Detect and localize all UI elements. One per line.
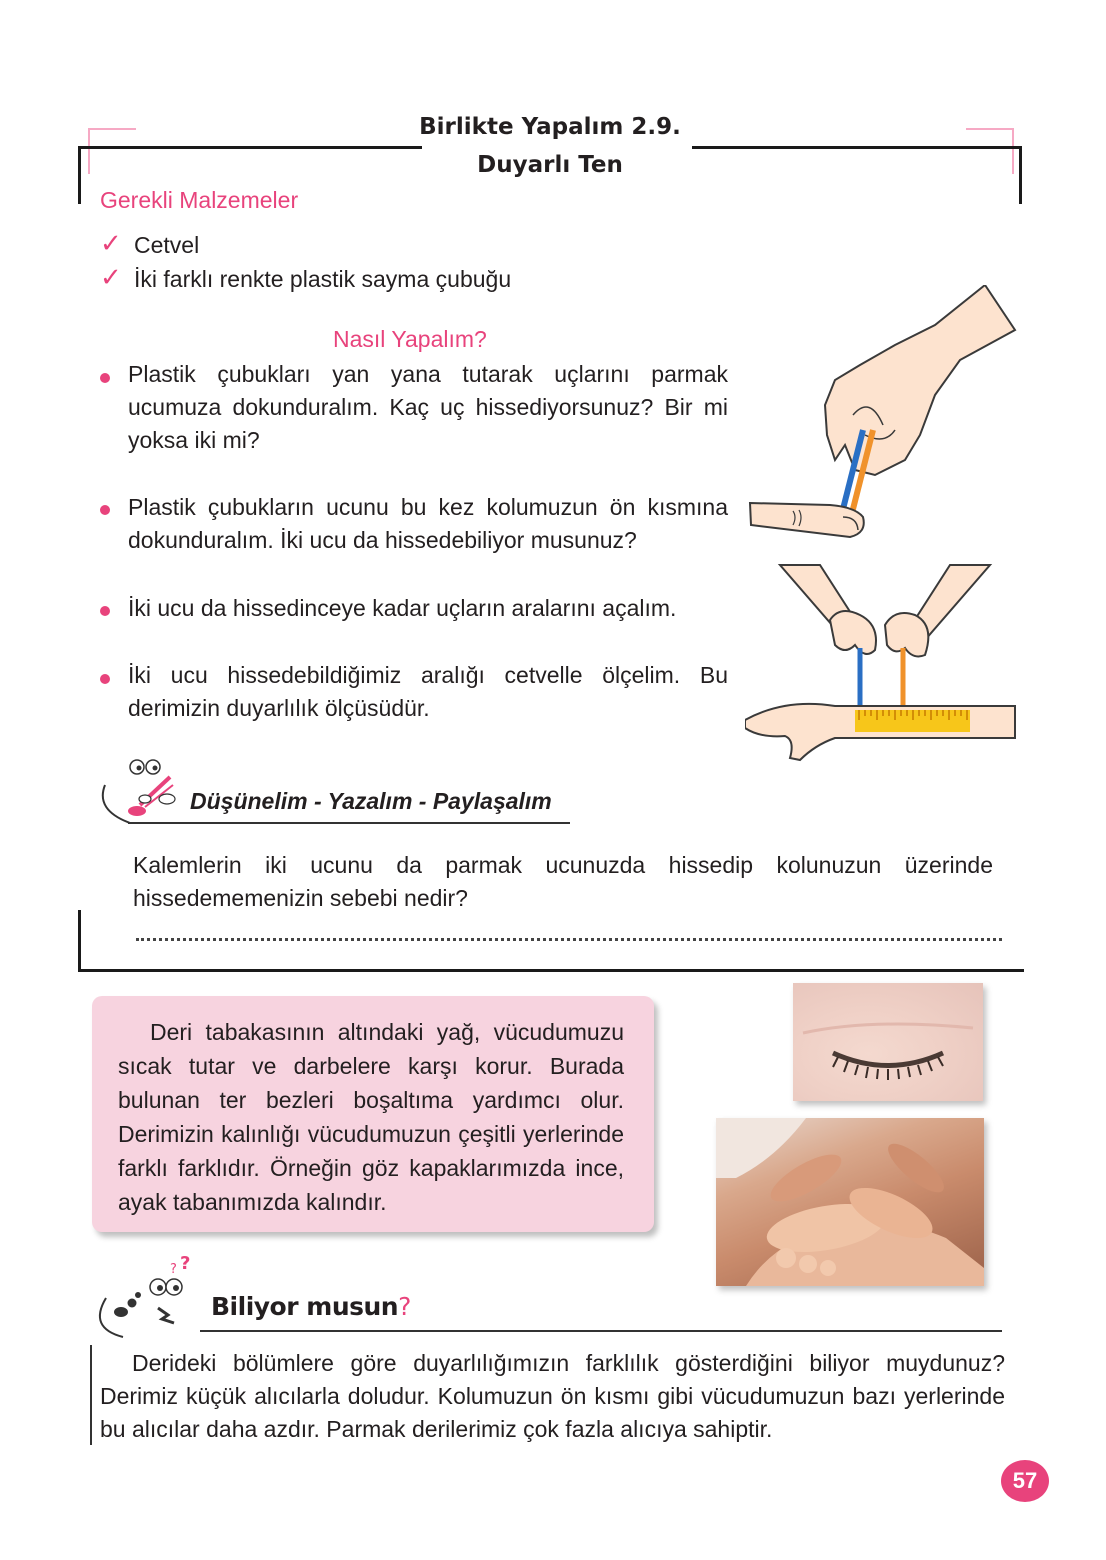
procedure-step: Plastik çubukların ucunu bu kez kolumuzun ön kısmına dokunduralım. İki ucu da hissedebiliyor musunuz? [128, 494, 728, 553]
thinking-mascot-icon [95, 755, 190, 825]
check-icon: ✓ [100, 228, 122, 258]
thinking-question: Kalemlerin iki ucunu da parmak ucunuzda hissedip kolunuzun üzerinde hissedememenizin sebebi nedir? [133, 852, 993, 911]
did-you-know-underline [200, 1330, 1002, 1332]
did-you-know-title [211, 1292, 411, 1321]
did-you-know-question-mark: ? [398, 1292, 411, 1321]
bullet-icon [100, 674, 110, 684]
activity-subtitle: Duyarlı Ten [477, 152, 623, 178]
svg-text:?: ? [170, 1262, 177, 1277]
foot-massage-photo [716, 1118, 984, 1286]
material-item: İki farklı renkte plastik sayma çubuğu [134, 266, 512, 292]
svg-text:?: ? [180, 1253, 191, 1274]
page-number: 57 [1001, 1460, 1049, 1502]
thinking-frame-bottom [78, 969, 1024, 972]
procedure-step: İki ucu da hissedinceye kadar uçların aralarını açalım. [128, 595, 677, 621]
bullet-icon [100, 606, 110, 616]
procedure-step: Plastik çubukları yan yana tutarak uçlarını parmak ucumuza dokunduralım. Kaç uç hissediyorsunuz? Bir mi yoksa iki mi? [128, 361, 728, 453]
did-you-know-side-rule [90, 1345, 92, 1445]
thinking-underline [128, 822, 570, 824]
thinking-title: Düşünelim - Yazalım - Paylaşalım [190, 788, 552, 814]
did-you-know-text: Derideki bölümlere göre duyarlılığımızın farklılık gösterdiğini biliyor muydunuz? Derimiz küçük alıcılarla doludur. Kolumuzun ön kısmı gibi vücudumuzun bazı yerlerinde bu alıcılar daha azdır. Parmak derilerimiz çok fazla alıcıya sahiptir. [100, 1350, 1005, 1442]
fingertip-illustration [745, 285, 1020, 550]
did-you-know-title-text: Biliyor musun [211, 1292, 399, 1321]
info-box-text: Deri tabakasının altındaki yağ, vücudumuzu sıcak tutar ve darbelere karşı korur. Burada bulunan ter bezleri boşaltıma yardımcı olur. Derimizin kalınlığı vücudumuzun çeşitli yerlerinde farklı farklıdır. Örneğin göz kapaklarımızda ince, ayak tabanımızda kalındır. [118, 1019, 624, 1215]
forearm-ruler-illustration [745, 560, 1020, 765]
bullet-icon [100, 373, 110, 383]
procedure-heading: Nasıl Yapalım? [333, 326, 487, 352]
check-icon: ✓ [100, 262, 122, 292]
eyelid-photo [793, 983, 983, 1101]
material-item: Cetvel [134, 232, 200, 258]
did-you-know-mascot-icon [88, 1253, 208, 1338]
bullet-icon [100, 505, 110, 515]
activity-title: Birlikte Yapalım 2.9. [419, 114, 681, 140]
procedure-step: İki ucu hissedebildiğimiz aralığı cetvelle ölçelim. Bu derimizin duyarlılık ölçüsüdür. [128, 662, 728, 721]
materials-heading: Gerekli Malzemeler [100, 187, 299, 213]
thinking-frame-left [78, 910, 81, 972]
answer-line [136, 938, 1002, 941]
